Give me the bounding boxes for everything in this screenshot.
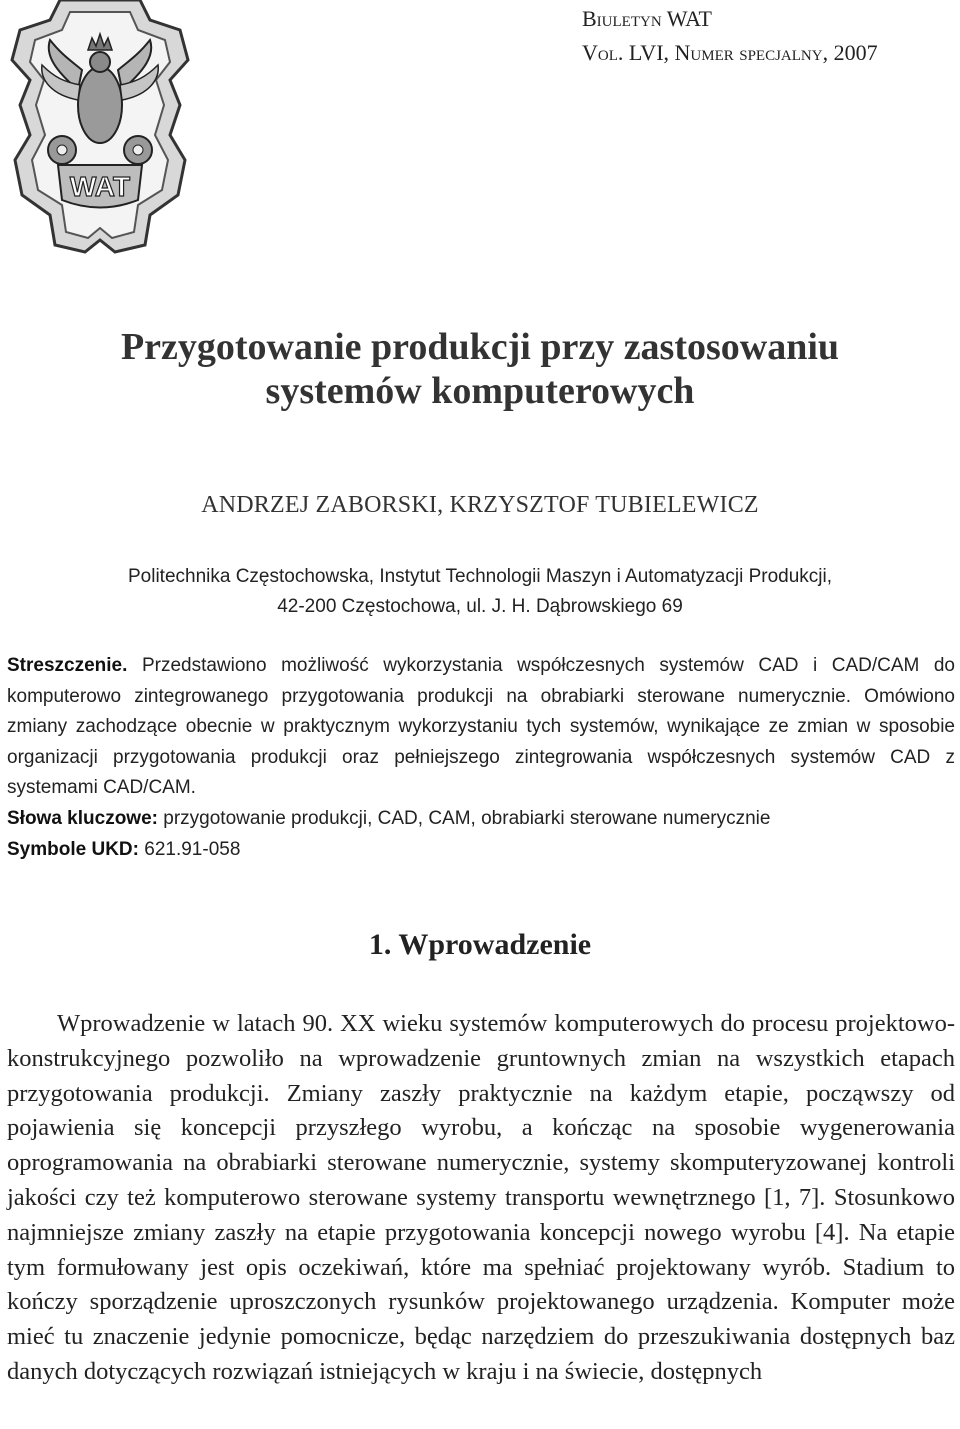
section-heading: 1. Wprowadzenie — [368, 928, 592, 961]
keywords — [7, 804, 955, 835]
body-paragraph: Wprowadzenie w latach 90. XX wieku systemów komputerowych do procesu projektowo-konstrukcyjnego pozwoliło na wprowadzenie gruntownych zmian na wszystkich etapach przygotowania produkcji. Zmiany zaszły praktycznie na każdym etapie, począwszy od pojawienia się koncepcji przyszłego wyrobu, a kończąc na sposobie wygenerowania oprogramowania na obrabiarki sterowane numerycznie, systemy skomputeryzowanej kontroli jakości czy też komputerowo sterowane systemy transportu wewnętrznego [1, 7]. Stosunkowo najmniejsze zmiany zaszły na etapie przygotowania koncepcji nowego wyrobu [4]. Na etapie tym formułowany jest opis oczekiwań, które ma spełniać projektowany wyrób. Stadium to kończy sporządzenie uproszczonych rysunków projektowanego urządzenia. Komputer może mieć tu znaczenie jedynie pomocnicze, będąc narzędziem do przeszukiwania dostępnych baz danych dotyczących rozwiązań istniejących w kraju i na świecie, dostępnych — [7, 1010, 955, 1385]
affiliation-line-1: Politechnika Częstochowska, Instytut Technologii Maszyn i Automatyzacji Produkcji, — [127, 566, 833, 587]
wat-logo — [0, 0, 200, 260]
journal-volume: Vol. LVI, Numer specjalny, 2007 — [582, 40, 878, 65]
journal-header — [582, 2, 878, 70]
ukd-text: 621.91-058 — [144, 838, 241, 860]
abstract-text: Przedstawiono możliwość wykorzystania współczesnych systemów CAD i CAD/CAM do komputerowo zintegrowanego przygotowania produkcji na obrabiarki sterowane numerycznie. Omówiono zmiany zachodzące obecnie w praktycznym wykorzystaniu tych systemów, wynikające ze zmian w sposobie organizacji przygotowania produkcji oraz pełniejszego zintegrowania współczesnych systemów CAD z systemami CAD/CAM. — [7, 655, 955, 799]
paper-title — [0, 325, 960, 413]
keywords-text: przygotowanie produkcji, CAD, CAM, obrabiarki sterowane numerycznie — [163, 807, 771, 829]
affiliation-line-2: 42-200 Częstochowa, ul. J. H. Dąbrowskiego 69 — [277, 596, 683, 617]
ukd-label: Symbole UKD: — [7, 838, 139, 860]
abstract-label: Streszczenie. — [7, 655, 128, 676]
title-line-1: Przygotowanie produkcji przy zastosowaniu — [120, 326, 840, 368]
affiliation — [0, 562, 960, 622]
ukd — [7, 835, 955, 866]
journal-name: Biuletyn WAT — [582, 6, 712, 31]
title-line-2: systemów komputerowych — [265, 370, 695, 412]
authors: ANDRZEJ ZABORSKI, KRZYSZTOF TUBIELEWICZ — [201, 492, 759, 518]
logo-text: WAT — [69, 171, 131, 202]
abstract — [7, 651, 955, 804]
abstract-block — [7, 651, 955, 865]
keywords-label: Słowa kluczowe: — [7, 807, 158, 829]
